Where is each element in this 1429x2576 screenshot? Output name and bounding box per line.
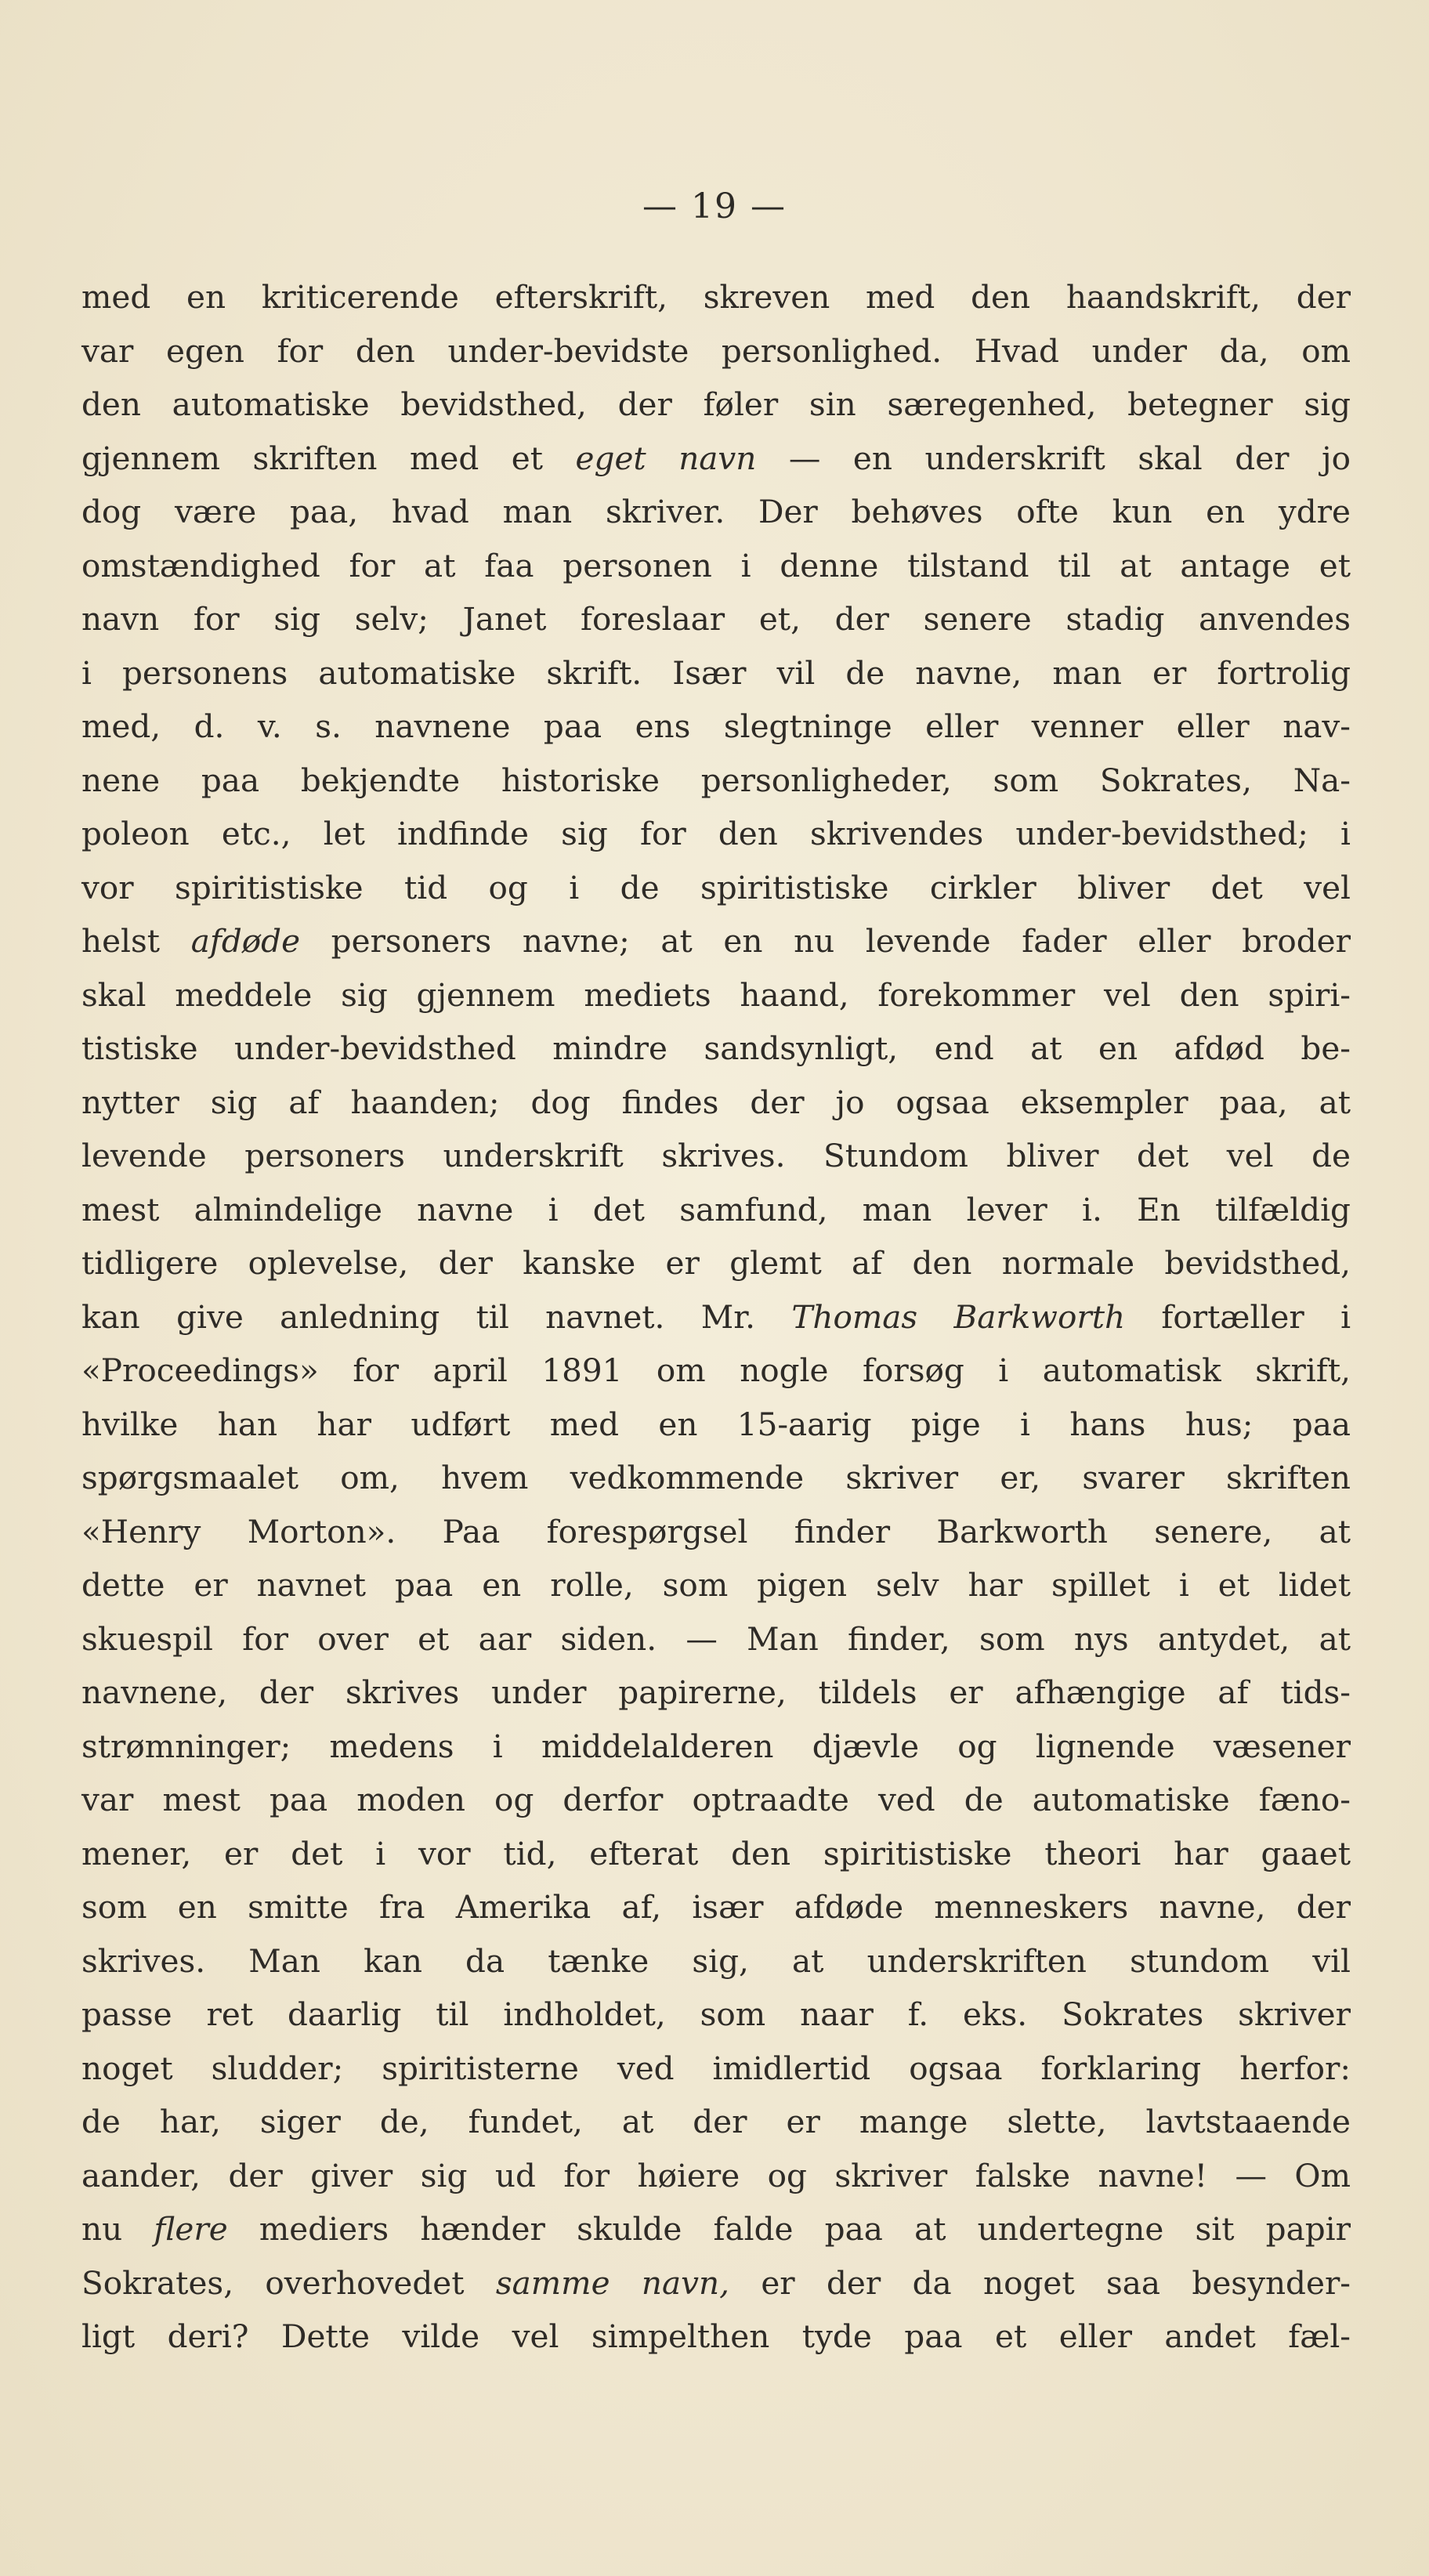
text-line bbox=[81, 1398, 1351, 1452]
text-segment: i personens automatiske skrift. Især vil de navne, man er fortrolig bbox=[81, 653, 1351, 692]
text-segment: var mest paa moden og derfor optraadte ved de automatiske fæno- bbox=[81, 1781, 1351, 1818]
text-line bbox=[81, 1129, 1351, 1183]
text-segment: de har, siger de, fundet, at der er mange slette, lavtstaaende bbox=[81, 2103, 1351, 2140]
italic-text: afdøde bbox=[190, 922, 301, 960]
text-line bbox=[81, 270, 1351, 324]
text-segment: tidligere oplevelse, der kanske er glemt af den normale bevidsthed, bbox=[81, 1244, 1351, 1282]
italic-text: flere bbox=[154, 2210, 228, 2248]
text-segment: navn for sig selv; Janet foreslaar et, der senere stadig anvendes bbox=[81, 600, 1351, 638]
text-segment: navnene, der skrives under papirerne, tildels er afhængige af tids- bbox=[81, 1673, 1351, 1711]
text-line bbox=[81, 1773, 1351, 1827]
text-line bbox=[81, 1290, 1351, 1344]
text-segment: var egen for den under-bevidste personlighed. Hvad under da, om bbox=[81, 331, 1351, 370]
text-segment: kan give anledning til navnet. Mr. bbox=[81, 1297, 792, 1336]
text-segment: strømninger; medens i middelalderen djævle og lignende væsener bbox=[81, 1727, 1351, 1765]
text-line bbox=[81, 700, 1351, 754]
text-segment: aander, der giver sig ud for høiere og skriver falske navne! — Om bbox=[81, 2156, 1351, 2194]
text-line bbox=[81, 2149, 1351, 2203]
text-segment: spørgsmaalet om, hvem vedkommende skriver er, svarer skriften bbox=[81, 1459, 1351, 1496]
text-line bbox=[81, 2202, 1351, 2256]
text-segment: nene paa bekjendte historiske personligheder, som Sokrates, Na- bbox=[81, 761, 1351, 799]
text-line bbox=[81, 968, 1351, 1022]
text-segment: mener, er det i vor tid, efterat den spiritistiske theori har gaaet bbox=[81, 1834, 1351, 1872]
text-segment: dog være paa, hvad man skriver. Der behøves ofte kun en ydre bbox=[81, 493, 1351, 530]
text-segment: omstændighed for at faa personen i denne tilstand til at antage et bbox=[81, 546, 1351, 584]
text-line bbox=[81, 1934, 1351, 1988]
text-line bbox=[81, 914, 1351, 968]
text-segment: «Proceedings» for april 1891 om nogle forsøg i automatisk skrift, bbox=[81, 1351, 1351, 1389]
text-line bbox=[81, 432, 1351, 486]
text-segment: hvilke han har udført med en 15-aarig pige i hans hus; paa bbox=[81, 1405, 1351, 1443]
text-segment: personers navne; at en nu levende fader eller broder bbox=[300, 922, 1351, 960]
page-number: — 19 — bbox=[642, 186, 787, 226]
text-segment: Sokrates, overhovedet bbox=[81, 2263, 496, 2302]
text-line bbox=[81, 324, 1351, 378]
text-line bbox=[81, 1344, 1351, 1398]
text-line bbox=[81, 1022, 1351, 1076]
text-segment: tistiske under-bevidsthed mindre sandsynligt, end at en afdød be- bbox=[81, 1029, 1351, 1067]
text-line bbox=[81, 754, 1351, 808]
italic-text: samme navn, bbox=[495, 2263, 729, 2302]
text-line bbox=[81, 2095, 1351, 2149]
text-line bbox=[81, 1827, 1351, 1881]
text-segment: fortæller i bbox=[1125, 1297, 1351, 1336]
text-segment: gjennem skriften med et bbox=[81, 439, 576, 477]
text-segment: «Henry Morton». Paa forespørgsel finder Barkworth senere, at bbox=[81, 1512, 1351, 1550]
text-line bbox=[81, 485, 1351, 539]
text-line bbox=[81, 539, 1351, 593]
text-line bbox=[81, 1451, 1351, 1505]
text-line bbox=[81, 1183, 1351, 1237]
italic-text: Thomas Barkworth bbox=[791, 1297, 1126, 1336]
text-segment: noget sludder; spiritisterne ved imidlertid ogsaa forklaring herfor: bbox=[81, 2049, 1351, 2087]
text-segment: med en kriticerende efterskrift, skreven med den haandskrift, der bbox=[81, 278, 1351, 316]
text-segment: nu bbox=[81, 2210, 154, 2248]
text-segment: mest almindelige navne i det samfund, man lever i. En tilfældig bbox=[81, 1190, 1351, 1228]
text-segment: poleon etc., let indfinde sig for den skrivendes under-bevidsthed; i bbox=[81, 815, 1351, 852]
body-text bbox=[81, 270, 1351, 2364]
text-segment: levende personers underskrift skrives. Stundom bliver det vel de bbox=[81, 1137, 1351, 1174]
text-line bbox=[81, 2256, 1351, 2310]
text-line bbox=[81, 861, 1351, 915]
text-segment: vor spiritistiske tid og i de spiritistiske cirkler bliver det vel bbox=[81, 868, 1351, 906]
text-segment: skuespil for over et aar siden. — Man finder, som nys antydet, at bbox=[81, 1619, 1351, 1658]
text-line bbox=[81, 807, 1351, 861]
text-line bbox=[81, 1236, 1351, 1290]
text-segment: mediers hænder skulde falde paa at undertegne sit papir bbox=[227, 2210, 1351, 2248]
text-segment: er der da noget saa besynder- bbox=[729, 2263, 1351, 2302]
text-segment: den automatiske bevidsthed, der føler sin særegenhed, betegner sig bbox=[81, 385, 1351, 423]
italic-text: eget navn bbox=[575, 439, 757, 477]
text-segment: skal meddele sig gjennem mediets haand, forekommer vel den spiri- bbox=[81, 975, 1351, 1014]
text-segment: nytter sig af haanden; dog findes der jo ogsaa eksempler paa, at bbox=[81, 1083, 1351, 1121]
text-line bbox=[81, 1666, 1351, 1720]
text-line bbox=[81, 592, 1351, 646]
text-line bbox=[81, 1720, 1351, 1774]
text-segment: dette er navnet paa en rolle, som pigen selv har spillet i et lidet bbox=[81, 1566, 1351, 1604]
text-line bbox=[81, 378, 1351, 432]
text-line bbox=[81, 1505, 1351, 1559]
text-line bbox=[81, 1880, 1351, 1934]
text-line bbox=[81, 1076, 1351, 1130]
text-line bbox=[81, 1988, 1351, 2042]
text-segment: med, d. v. s. navnene paa ens slegtninge eller venner eller nav- bbox=[81, 707, 1351, 745]
text-line bbox=[81, 1558, 1351, 1612]
text-segment: ligt deri? Dette vilde vel simpelthen tyde paa et eller andet fæl- bbox=[81, 2317, 1351, 2355]
text-segment: — en underskrift skal der jo bbox=[756, 439, 1351, 477]
text-segment: skrives. Man kan da tænke sig, at underskriften stundom vil bbox=[81, 1941, 1351, 1980]
text-line bbox=[81, 1612, 1351, 1666]
text-line bbox=[81, 2042, 1351, 2096]
text-segment: som en smitte fra Amerika af, især afdøde menneskers navne, der bbox=[81, 1888, 1351, 1926]
text-line bbox=[81, 646, 1351, 700]
text-segment: passe ret daarlig til indholdet, som naar f. eks. Sokrates skriver bbox=[81, 1995, 1351, 2033]
text-segment: helst bbox=[81, 922, 191, 960]
text-line bbox=[81, 2310, 1351, 2364]
